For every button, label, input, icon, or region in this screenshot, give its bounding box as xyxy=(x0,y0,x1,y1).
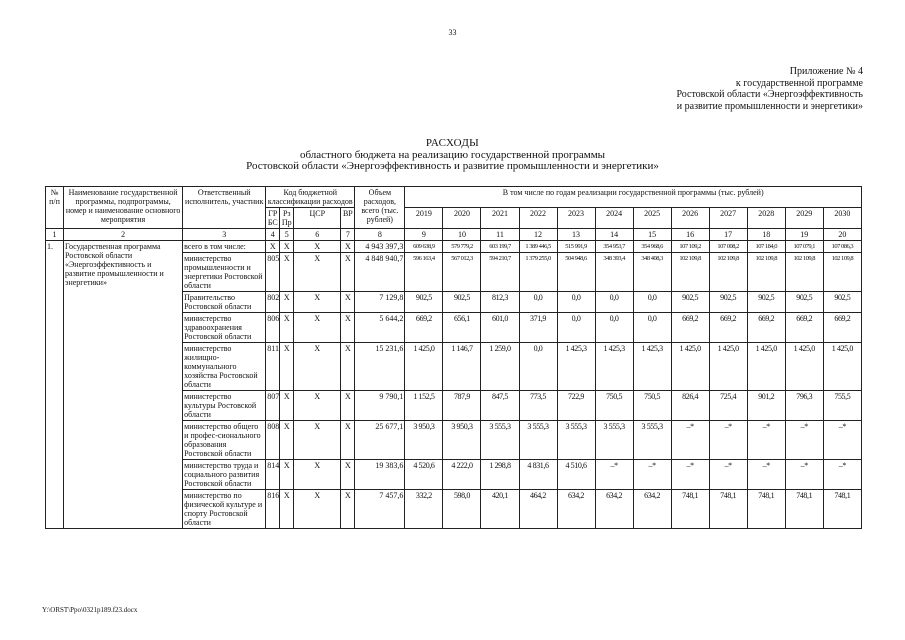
responsible-cell: всего в том числе: xyxy=(183,241,266,253)
year-value-cell: 669,2 xyxy=(823,313,861,343)
grbs-cell: 806 xyxy=(266,313,280,343)
year-value-cell: 4 222,0 xyxy=(443,460,481,490)
year-value-cell: 656,1 xyxy=(443,313,481,343)
vr-cell: X xyxy=(341,343,355,391)
year-value-cell: 3 555,3 xyxy=(557,421,595,460)
total-cell: 7 457,6 xyxy=(355,490,405,529)
year-value-cell: 902,5 xyxy=(443,292,481,313)
column-number: 19 xyxy=(785,229,823,241)
header-row-1 xyxy=(46,187,862,208)
rzpr-cell: X xyxy=(280,460,294,490)
year-value-cell: 902,5 xyxy=(405,292,443,313)
rzpr-cell: X xyxy=(280,421,294,460)
year-value-cell: 567 012,3 xyxy=(443,253,481,292)
grbs-cell: 811 xyxy=(266,343,280,391)
year-value-cell: 826,4 xyxy=(671,391,709,421)
year-value-cell: 3 555,3 xyxy=(633,421,671,460)
rzpr-cell: X xyxy=(280,313,294,343)
grbs-cell: 802 xyxy=(266,292,280,313)
appendix-caption xyxy=(676,66,863,112)
year-value-cell: 102 109,8 xyxy=(823,253,861,292)
total-cell: 15 231,6 xyxy=(355,343,405,391)
year-value-cell: 420,1 xyxy=(481,490,519,529)
responsible-cell: министерство труда и социального развития Ростовской области xyxy=(183,460,266,490)
year-value-cell: 4 520,6 xyxy=(405,460,443,490)
file-path-footer: Y:\ORST\Ppo\0321p189.f23.docx xyxy=(42,606,138,614)
row-number: 1. xyxy=(46,241,64,529)
year-value-cell: 596 163,4 xyxy=(405,253,443,292)
rzpr-cell: X xyxy=(280,343,294,391)
grbs-cell: 805 xyxy=(266,253,280,292)
header-year: 2022 xyxy=(519,208,557,229)
csr-cell: X xyxy=(294,460,341,490)
year-value-cell: 504 948,6 xyxy=(557,253,595,292)
header-year: 2028 xyxy=(747,208,785,229)
grbs-cell: X xyxy=(266,241,280,253)
column-number: 7 xyxy=(341,229,355,241)
header-year: 2030 xyxy=(823,208,861,229)
title-line-1: РАСХОДЫ xyxy=(425,137,480,149)
year-value-cell: –* xyxy=(823,421,861,460)
year-value-cell: 354 953,7 xyxy=(595,241,633,253)
year-value-cell: –* xyxy=(595,460,633,490)
year-value-cell: –* xyxy=(747,421,785,460)
year-value-cell: 107 109,2 xyxy=(671,241,709,253)
column-number: 11 xyxy=(481,229,519,241)
year-value-cell: 0,0 xyxy=(633,292,671,313)
column-number: 15 xyxy=(633,229,671,241)
expenditure-table xyxy=(45,186,862,529)
vr-cell: X xyxy=(341,391,355,421)
column-number: 18 xyxy=(747,229,785,241)
column-number: 12 xyxy=(519,229,557,241)
csr-cell: X xyxy=(294,241,341,253)
year-value-cell: 1 425,0 xyxy=(747,343,785,391)
year-value-cell: –* xyxy=(671,460,709,490)
year-value-cell: 748,1 xyxy=(823,490,861,529)
year-value-cell: 1 425,0 xyxy=(405,343,443,391)
appendix-line-1: Приложение № 4 xyxy=(789,66,863,77)
year-value-cell: 796,3 xyxy=(785,391,823,421)
header-grbs: ГР БС xyxy=(266,208,280,229)
column-number: 13 xyxy=(557,229,595,241)
header-csr: ЦСР xyxy=(294,208,341,229)
vr-cell: X xyxy=(341,460,355,490)
vr-cell: X xyxy=(341,241,355,253)
year-value-cell: 1 389 446,5 xyxy=(519,241,557,253)
year-value-cell: 1 298,8 xyxy=(481,460,519,490)
document-title xyxy=(0,138,905,173)
year-value-cell: 812,3 xyxy=(481,292,519,313)
year-value-cell: 598,0 xyxy=(443,490,481,529)
year-value-cell: 1 152,5 xyxy=(405,391,443,421)
year-value-cell: 725,4 xyxy=(709,391,747,421)
rzpr-cell: X xyxy=(280,253,294,292)
appendix-line-2: к государственной программе xyxy=(735,77,863,89)
year-value-cell: 902,5 xyxy=(823,292,861,313)
year-value-cell: 1 425,0 xyxy=(823,343,861,391)
total-cell: 25 677,1 xyxy=(355,421,405,460)
column-number: 6 xyxy=(294,229,341,241)
year-value-cell: 1 425,0 xyxy=(785,343,823,391)
year-value-cell: 902,5 xyxy=(785,292,823,313)
year-value-cell: 348 408,3 xyxy=(633,253,671,292)
year-value-cell: 354 968,6 xyxy=(633,241,671,253)
year-value-cell: 902,5 xyxy=(709,292,747,313)
header-num: № п/п xyxy=(46,187,64,229)
year-value-cell: 0,0 xyxy=(519,292,557,313)
vr-cell: X xyxy=(341,421,355,460)
year-value-cell: –* xyxy=(671,421,709,460)
column-number: 14 xyxy=(595,229,633,241)
header-year: 2025 xyxy=(633,208,671,229)
year-value-cell: –* xyxy=(747,460,785,490)
responsible-cell: министерство по физической культуре и спорту Ростовской области xyxy=(183,490,266,529)
year-value-cell: 748,1 xyxy=(709,490,747,529)
header-total: Объем расходов, всего (тыс. рублей) xyxy=(355,187,405,229)
column-number: 20 xyxy=(823,229,861,241)
year-value-cell: 669,2 xyxy=(785,313,823,343)
year-value-cell: 515 991,9 xyxy=(557,241,595,253)
rzpr-cell: X xyxy=(280,241,294,253)
header-year: 2023 xyxy=(557,208,595,229)
year-value-cell: 102 109,8 xyxy=(709,253,747,292)
year-value-cell: 3 950,3 xyxy=(443,421,481,460)
year-value-cell: 722,9 xyxy=(557,391,595,421)
header-responsible: Ответственный исполнитель, участник xyxy=(183,187,266,229)
year-value-cell: 902,5 xyxy=(671,292,709,313)
column-number: 1 xyxy=(46,229,64,241)
year-value-cell: –* xyxy=(823,460,861,490)
csr-cell: X xyxy=(294,343,341,391)
vr-cell: X xyxy=(341,253,355,292)
column-number: 8 xyxy=(355,229,405,241)
year-value-cell: 750,5 xyxy=(595,391,633,421)
year-value-cell: 669,2 xyxy=(405,313,443,343)
column-number: 9 xyxy=(405,229,443,241)
year-value-cell: 847,5 xyxy=(481,391,519,421)
csr-cell: X xyxy=(294,292,341,313)
year-value-cell: 1 425,0 xyxy=(709,343,747,391)
csr-cell: X xyxy=(294,313,341,343)
year-value-cell: 594 210,7 xyxy=(481,253,519,292)
responsible-cell: министерство общего и профес-сионального образования Ростовской области xyxy=(183,421,266,460)
title-line-3: Ростовской области «Энергоэффективность и развитие промышленности и энергетики» xyxy=(246,160,659,172)
year-value-cell: 3 555,3 xyxy=(481,421,519,460)
year-value-cell: 669,2 xyxy=(709,313,747,343)
total-cell: 7 129,8 xyxy=(355,292,405,313)
year-value-cell: 102 109,8 xyxy=(785,253,823,292)
vr-cell: X xyxy=(341,490,355,529)
grbs-cell: 807 xyxy=(266,391,280,421)
header-rzpr: Рз Пр xyxy=(280,208,294,229)
total-cell: 19 383,6 xyxy=(355,460,405,490)
header-vr: ВР xyxy=(341,208,355,229)
csr-cell: X xyxy=(294,253,341,292)
total-cell: 5 644,2 xyxy=(355,313,405,343)
year-value-cell: 107 086,3 xyxy=(823,241,861,253)
header-year: 2019 xyxy=(405,208,443,229)
year-value-cell: 1 425,3 xyxy=(557,343,595,391)
year-value-cell: 669,2 xyxy=(671,313,709,343)
year-value-cell: 3 555,3 xyxy=(595,421,633,460)
year-value-cell: 1 146,7 xyxy=(443,343,481,391)
rzpr-cell: X xyxy=(280,490,294,529)
responsible-cell: министерство культуры Ростовской области xyxy=(183,391,266,421)
csr-cell: X xyxy=(294,391,341,421)
year-value-cell: 1 425,3 xyxy=(595,343,633,391)
year-value-cell: 601,0 xyxy=(481,313,519,343)
title-line-2: областного бюджета на реализацию государственной программы xyxy=(299,148,606,161)
year-value-cell: 634,2 xyxy=(595,490,633,529)
year-value-cell: 748,1 xyxy=(747,490,785,529)
column-number: 17 xyxy=(709,229,747,241)
year-value-cell: 634,2 xyxy=(633,490,671,529)
rzpr-cell: X xyxy=(280,292,294,313)
year-value-cell: 634,2 xyxy=(557,490,595,529)
year-value-cell: 107 008,2 xyxy=(709,241,747,253)
total-cell: 4 848 940,7 xyxy=(355,253,405,292)
header-name: Наименование государственной программы, подпрограммы, номер и наименование основного мероприятия xyxy=(64,187,183,229)
year-value-cell: –* xyxy=(709,460,747,490)
year-value-cell: 603 199,7 xyxy=(481,241,519,253)
csr-cell: X xyxy=(294,421,341,460)
year-value-cell: 750,5 xyxy=(633,391,671,421)
column-number: 16 xyxy=(671,229,709,241)
grbs-cell: 816 xyxy=(266,490,280,529)
year-value-cell: 102 109,8 xyxy=(671,253,709,292)
year-value-cell: 1 379 255,0 xyxy=(519,253,557,292)
rzpr-cell: X xyxy=(280,391,294,421)
year-value-cell: 1 425,0 xyxy=(671,343,709,391)
column-number: 10 xyxy=(443,229,481,241)
year-value-cell: –* xyxy=(785,421,823,460)
year-value-cell: 0,0 xyxy=(595,292,633,313)
year-value-cell: 3 950,3 xyxy=(405,421,443,460)
total-cell: 4 943 397,3 xyxy=(355,241,405,253)
year-value-cell: 1 425,3 xyxy=(633,343,671,391)
header-code: Код бюджетной классификации расходов xyxy=(266,187,355,208)
program-name: Государственная программа Ростовской области «Энергоэффективность и развитие промышленности и энергетики» xyxy=(64,241,183,529)
year-value-cell: 107 184,0 xyxy=(747,241,785,253)
header-year: 2021 xyxy=(481,208,519,229)
responsible-cell: министерство промышленности и энергетики Ростовской области xyxy=(183,253,266,292)
year-value-cell: 107 079,1 xyxy=(785,241,823,253)
year-value-cell: 102 109,8 xyxy=(747,253,785,292)
table-row xyxy=(46,241,862,253)
year-value-cell: 748,1 xyxy=(671,490,709,529)
year-value-cell: 0,0 xyxy=(557,292,595,313)
year-value-cell: 773,5 xyxy=(519,391,557,421)
csr-cell: X xyxy=(294,490,341,529)
year-value-cell: 0,0 xyxy=(595,313,633,343)
column-number: 2 xyxy=(64,229,183,241)
column-number: 5 xyxy=(280,229,294,241)
appendix-line-3: Ростовской области «Энергоэффективность xyxy=(676,89,863,100)
year-value-cell: 609 638,9 xyxy=(405,241,443,253)
appendix-line-4: и развитие промышленности и энергетики» xyxy=(676,100,863,112)
header-year: 2020 xyxy=(443,208,481,229)
header-year: 2029 xyxy=(785,208,823,229)
responsible-cell: министерство здравоохранения Ростовской области xyxy=(183,313,266,343)
year-value-cell: 0,0 xyxy=(519,343,557,391)
year-value-cell: 332,2 xyxy=(405,490,443,529)
year-value-cell: 579 779,2 xyxy=(443,241,481,253)
grbs-cell: 808 xyxy=(266,421,280,460)
year-value-cell: 1 259,0 xyxy=(481,343,519,391)
grbs-cell: 814 xyxy=(266,460,280,490)
column-number-row xyxy=(46,229,862,241)
year-value-cell: 4 831,6 xyxy=(519,460,557,490)
year-value-cell: 4 510,6 xyxy=(557,460,595,490)
year-value-cell: 669,2 xyxy=(747,313,785,343)
year-value-cell: 348 393,4 xyxy=(595,253,633,292)
year-value-cell: 0,0 xyxy=(633,313,671,343)
year-value-cell: 902,5 xyxy=(747,292,785,313)
year-value-cell: 755,5 xyxy=(823,391,861,421)
column-number: 3 xyxy=(183,229,266,241)
year-value-cell: 464,2 xyxy=(519,490,557,529)
column-number: 4 xyxy=(266,229,280,241)
year-value-cell: –* xyxy=(709,421,747,460)
responsible-cell: Правительство Ростовской области xyxy=(183,292,266,313)
header-years-caption: В том числе по годам реализации государственной программы (тыс. рублей) xyxy=(405,187,862,208)
year-value-cell: –* xyxy=(785,460,823,490)
total-cell: 9 790,1 xyxy=(355,391,405,421)
year-value-cell: 3 555,3 xyxy=(519,421,557,460)
year-value-cell: –* xyxy=(633,460,671,490)
year-value-cell: 748,1 xyxy=(785,490,823,529)
year-value-cell: 371,9 xyxy=(519,313,557,343)
header-year: 2026 xyxy=(671,208,709,229)
year-value-cell: 0,0 xyxy=(557,313,595,343)
page-number: 33 xyxy=(448,28,457,37)
year-value-cell: 787,9 xyxy=(443,391,481,421)
vr-cell: X xyxy=(341,292,355,313)
vr-cell: X xyxy=(341,313,355,343)
header-year: 2024 xyxy=(595,208,633,229)
header-year: 2027 xyxy=(709,208,747,229)
responsible-cell: министерство жилищно-коммунального хозяйства Ростовской области xyxy=(183,343,266,391)
year-value-cell: 901,2 xyxy=(747,391,785,421)
